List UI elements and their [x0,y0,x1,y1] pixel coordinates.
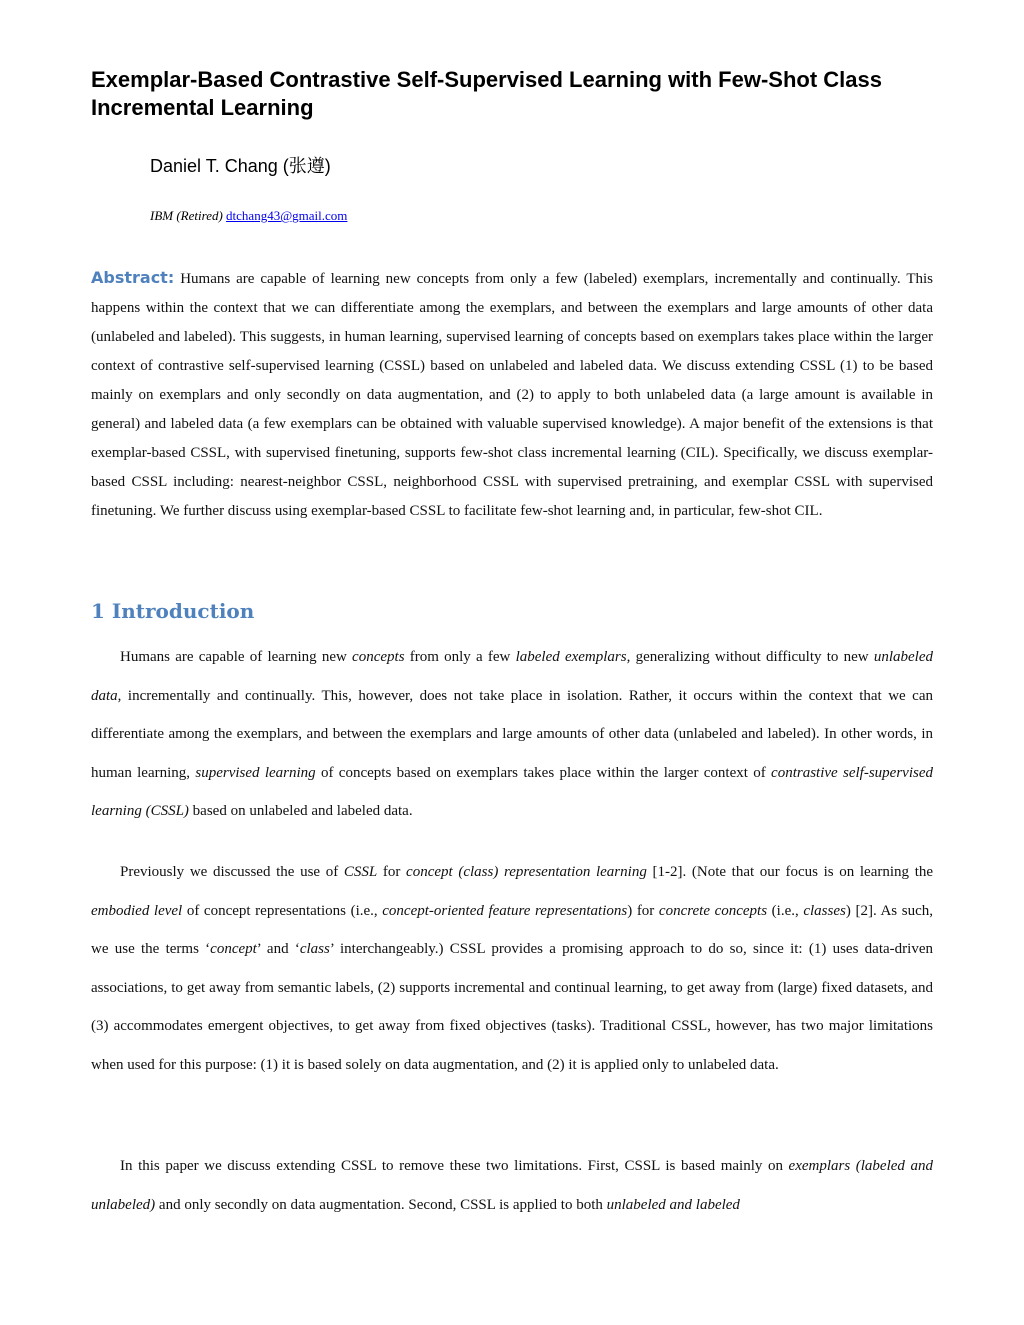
paragraph-text: ) for [627,902,659,919]
section-heading-introduction: 1 Introduction [91,599,255,623]
emphasis-text: CSSL [343,864,378,880]
paragraph-text: Previously we discussed the use of [120,864,344,880]
paragraph-text: , incrementally and continually. This, however, does not take place in isolation. Rather, it occurs within the context that we can differentiate among the exemplars, and between the exemplars and large amounts of other data (unlabeled and labeled). In other words, in human learning, [91,687,933,781]
paragraph-text: , generalizing without difficulty to new [626,649,874,665]
emphasis-text: supervised learning [195,764,316,781]
abstract [91,263,933,526]
paragraph-text: of concept representations (i.e., [182,902,383,919]
paragraph-text: from only a few [404,649,516,665]
paragraph-text: In this paper we discuss extending CSSL to remove these two limitations. First, CSSL is based mainly on [120,1158,789,1174]
abstract-text: Humans are capable of learning new concepts from only a few (labeled) exemplars, incrementally and continually. This happens within the context that we can differentiate among the exemplars, and between the exemplars and large amounts of other data (unlabeled and labeled). This suggests, in human learning, supervised learning of concepts based on exemplars takes place within the larger context of contrastive self-supervised learning (CSSL) based on unlabeled and labeled data. We discuss extending CSSL (1) to be based mainly on exemplars and only secondly on data augmentation, and (2) to apply to both unlabeled data (a large amount is available in general) and labeled data (a few exemplars can be obtained with valuable supervised knowledge). A major benefit of the extensions is that exemplar-based CSSL, with supervised finetuning, supports few-shot class incremental learning (CIL). Specifically, we discuss exemplar-based CSSL including: nearest-neighbor CSSL, neighborhood CSSL with supervised pretraining, and exemplar CSSL with supervised finetuning. We further discuss using exemplar-based CSSL to facilitate few-shot learning and, in particular, few-shot CIL. [91,271,933,519]
paragraph-text: (i.e., [767,902,804,919]
emphasis-text: embodied level [91,902,183,919]
paragraph-text: and only secondly on data augmentation. Second, CSSL is applied to both [155,1196,607,1213]
emphasis-text: concept [210,941,257,957]
emphasis-text: class [299,941,330,957]
emphasis-text: concepts [352,649,405,665]
paragraph-text: based on unlabeled and labeled data. [188,803,413,819]
emphasis-text: unlabeled data [91,649,933,704]
intro-paragraph-3 [91,1147,933,1224]
emphasis-text: concept-oriented feature representations [382,902,628,919]
paragraph-text: ’ interchangeably.) CSSL provides a promising approach to do so, since it: (1) uses data-driven associations, to get away from semantic labels, (2) supports incremental and continual learning, to get away from (large) fixed datasets, and (3) accommodates emergent objectives, to get away from fixed objectives (tasks). Traditional CSSL, however, has two major limitations when used for this purpose: (1) it is based solely on data augmentation, and (2) it is applied only to unlabeled data. [91,941,933,1073]
paragraph-text: ) [2]. As such, we use the terms ‘ [91,902,933,957]
emphasis-text: labeled exemplars [515,649,627,665]
emphasis-text: concept (class) representation learning [406,864,647,880]
paragraph-text: ’ and ‘ [256,941,300,957]
email-link[interactable]: dtchang43@gmail.com [226,208,348,223]
author-name: Daniel T. Chang (张遵) [150,156,331,176]
emphasis-text: exemplars (labeled and unlabeled) [91,1158,933,1213]
intro-paragraph-2 [91,853,933,1084]
author-affiliation-line [150,207,347,225]
intro-paragraph-1 [91,638,933,831]
affiliation: IBM (Retired) [150,208,223,223]
paragraph-text: [1-2]. (Note that our focus is on learning the [646,864,934,880]
emphasis-text: contrastive self-supervised learning (CSSL) [91,764,933,819]
emphasis-text: concrete concepts [658,902,768,919]
emphasis-text: unlabeled and labeled [606,1196,740,1213]
paragraph-text: Humans are capable of learning new [120,649,353,665]
abstract-label: Abstract: [91,268,175,287]
paragraph-text: for [377,864,407,880]
emphasis-text: classes [803,902,846,919]
paragraph-text: of concepts based on exemplars takes place within the larger context of [315,764,772,781]
paper-title: Exemplar-Based Contrastive Self-Supervised Learning with Few-Shot Class Incremental Learning [91,67,882,120]
